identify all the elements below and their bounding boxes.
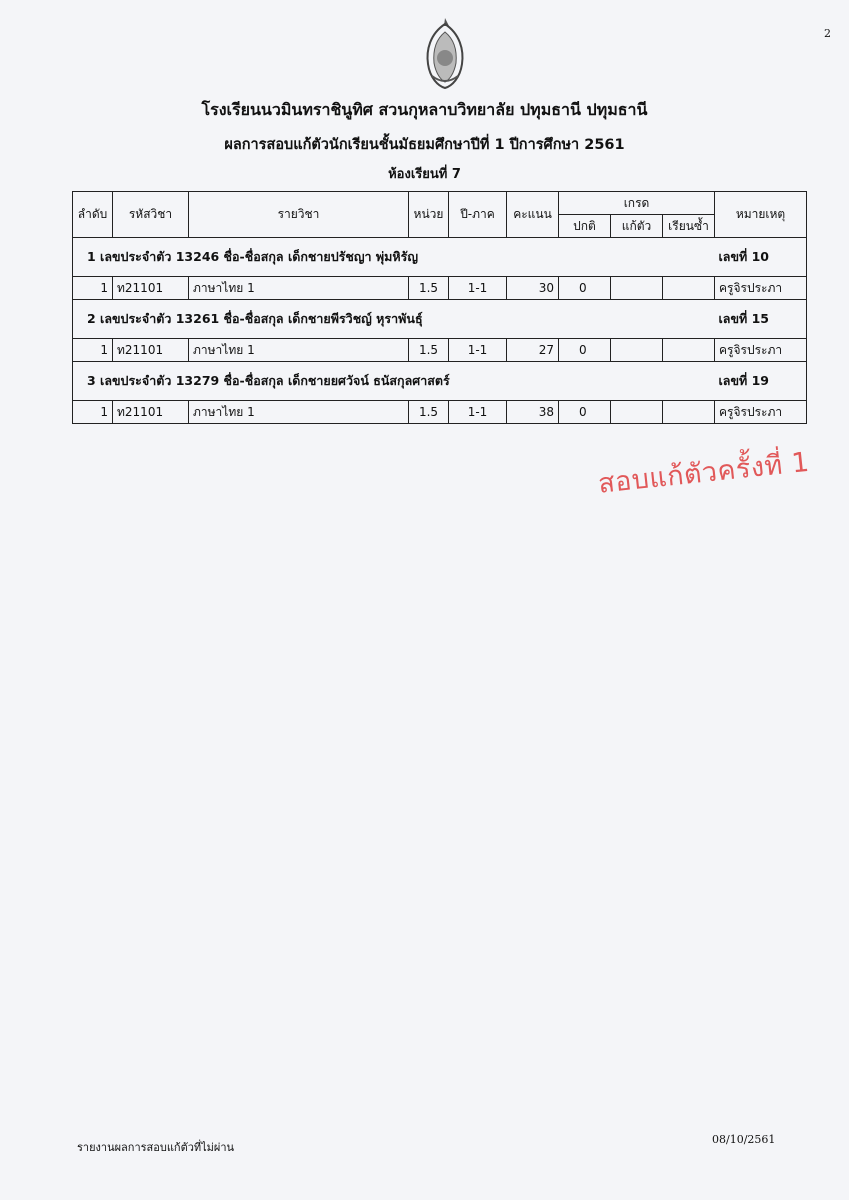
school-name: โรงเรียนนวมินทราชินูทิศ สวนกุหลาบวิทยาลัย ปทุมธานี ปทุมธานี	[201, 100, 648, 119]
student-info: 1 เลขประจำตัว 13246 ชื่อ-ชื่อสกุล เด็กชายปรัชญา พุ่มหิรัญ	[73, 238, 715, 277]
page-number: 2	[824, 27, 831, 40]
cell-code: ท21101	[113, 277, 189, 300]
cell-subject: ภาษาไทย 1	[189, 277, 409, 300]
header-code: รหัสวิชา	[113, 192, 189, 238]
cell-grade-repeat	[663, 339, 715, 362]
student-number: เลขที่ 10	[715, 238, 807, 277]
table-row	[73, 277, 807, 300]
cell-order: 1	[73, 401, 113, 424]
cell-year-term: 1-1	[449, 339, 507, 362]
header-remark: หมายเหตุ	[715, 192, 807, 238]
cell-grade-normal: 0	[559, 277, 611, 300]
cell-grade-retake	[611, 401, 663, 424]
student-info: 3 เลขประจำตัว 13279 ชื่อ-ชื่อสกุล เด็กชายยศวัจน์ ธนัสกุลศาสตร์	[73, 362, 715, 401]
cell-grade-retake	[611, 339, 663, 362]
table-row	[73, 339, 807, 362]
cell-grade-normal: 0	[559, 401, 611, 424]
cell-grade-retake	[611, 277, 663, 300]
cell-grade-repeat	[663, 401, 715, 424]
header-order: ลำดับ	[73, 192, 113, 238]
cell-grade-normal: 0	[559, 339, 611, 362]
cell-credit: 1.5	[409, 401, 449, 424]
retake-stamp: สอบแก้ตัวครั้งที่ 1	[596, 446, 811, 500]
cell-year-term: 1-1	[449, 277, 507, 300]
student-row	[73, 300, 807, 339]
cell-remark: ครูจิรประภา	[715, 339, 807, 362]
student-row	[73, 238, 807, 277]
student-row	[73, 362, 807, 401]
header-credit: หน่วย	[409, 192, 449, 238]
header-year-term: ปี-ภาค	[449, 192, 507, 238]
cell-code: ท21101	[113, 339, 189, 362]
cell-score: 38	[507, 401, 559, 424]
exam-title: ผลการสอบแก้ตัวนักเรียนชั้นมัธยมศึกษาปีที่ 1 ปีการศึกษา 2561	[224, 137, 625, 153]
cell-score: 27	[507, 339, 559, 362]
cell-credit: 1.5	[409, 339, 449, 362]
header-grade-repeat: เรียนซ้ำ	[663, 215, 715, 238]
table-row	[73, 401, 807, 424]
header-grade: เกรด	[559, 192, 715, 215]
header-grade-retake: แก้ตัว	[611, 215, 663, 238]
student-number: เลขที่ 15	[715, 300, 807, 339]
cell-order: 1	[73, 339, 113, 362]
cell-order: 1	[73, 277, 113, 300]
footer-date: 08/10/2561	[712, 1133, 776, 1146]
cell-score: 30	[507, 277, 559, 300]
cell-code: ท21101	[113, 401, 189, 424]
cell-remark: ครูจิรประภา	[715, 401, 807, 424]
school-crest-icon	[420, 16, 470, 90]
footer-report-name: รายงานผลการสอบแก้ตัวที่ไม่ผ่าน	[77, 1141, 235, 1154]
cell-grade-repeat	[663, 277, 715, 300]
cell-credit: 1.5	[409, 277, 449, 300]
student-info: 2 เลขประจำตัว 13261 ชื่อ-ชื่อสกุล เด็กชายพีรวิชญ์ หุราพันธุ์	[73, 300, 715, 339]
cell-subject: ภาษาไทย 1	[189, 339, 409, 362]
header-score: คะแนน	[507, 192, 559, 238]
grades-table	[72, 191, 807, 424]
cell-remark: ครูจิรประภา	[715, 277, 807, 300]
student-number: เลขที่ 19	[715, 362, 807, 401]
header-subject: รายวิชา	[189, 192, 409, 238]
cell-subject: ภาษาไทย 1	[189, 401, 409, 424]
cell-year-term: 1-1	[449, 401, 507, 424]
header-grade-normal: ปกติ	[559, 215, 611, 238]
room-number: ห้องเรียนที่ 7	[388, 167, 461, 182]
